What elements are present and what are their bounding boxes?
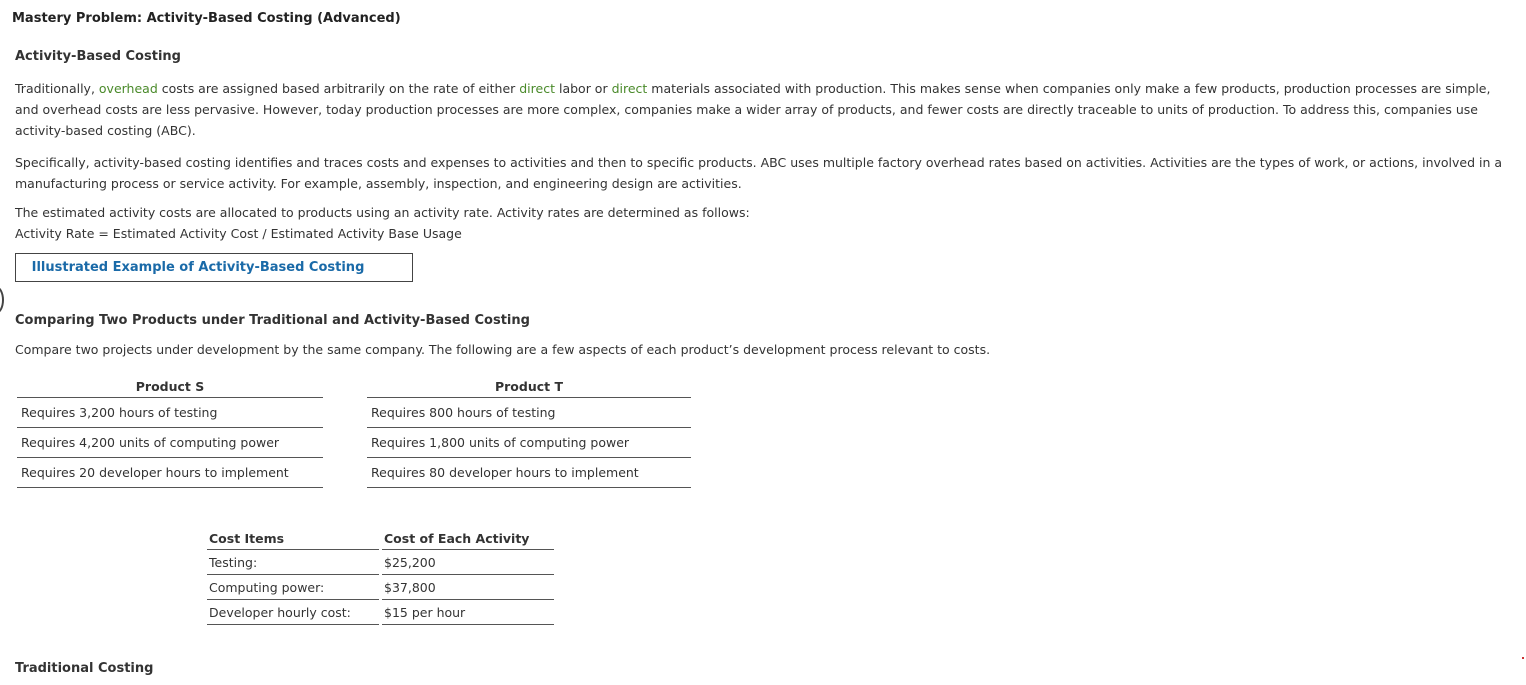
cost-item-value: $15 per hour xyxy=(382,600,554,625)
edge-circle-icon xyxy=(0,286,4,314)
illustrated-example-label: Illustrated Example of Activity-Based Costing xyxy=(31,260,365,275)
corner-dot xyxy=(1522,657,1524,659)
product-t-row: Requires 1,800 units of computing power xyxy=(367,428,691,458)
activity-rate-intro: The estimated activity costs are allocated to products using an activity rate. Activity rates are determined as follows: xyxy=(15,205,750,220)
compare-intro: Compare two projects under development by the same company. The following are a few aspects of each product’s development process relevant to costs. xyxy=(15,342,991,357)
term-direct-materials[interactable]: direct xyxy=(611,81,648,96)
product-s-table xyxy=(17,375,323,488)
term-overhead[interactable]: overhead xyxy=(98,81,158,96)
product-t-table xyxy=(367,375,691,488)
p1-text-4: materials associated with production. This makes sense when companies only make a few products, production processes are simple, and overhead costs are less pervasive. However, today production processes are more complex, companies make a wider array of products, and fewer costs are directly traceable to units of production. To address this, companies use activity-based costing (ABC). xyxy=(15,81,1491,138)
cost-item-name: Developer hourly cost: xyxy=(207,600,379,625)
cost-items-header: Cost Items xyxy=(207,528,379,550)
cost-item-value: $37,800 xyxy=(382,575,554,600)
term-direct-labor[interactable]: direct xyxy=(519,81,555,96)
product-s-header: Product S xyxy=(17,375,323,398)
intro-paragraph xyxy=(15,78,1507,141)
product-t-row: Requires 80 developer hours to implement xyxy=(367,458,691,488)
cost-item-value: $25,200 xyxy=(382,550,554,575)
abc-heading: Activity-Based Costing xyxy=(15,49,181,64)
abc-definition-paragraph: Specifically, activity-based costing identifies and traces costs and expenses to activities and then to specific products. ABC uses multiple factory overhead rates based on activities. Activities are the types of work, or actions, involved in a manufacturing process or service activity. For example, assembly, inspection, and engineering design are activities. xyxy=(15,155,1503,191)
illustrated-example-button[interactable] xyxy=(15,253,413,282)
traditional-costing-heading: Traditional Costing xyxy=(15,661,154,676)
activity-rate-formula: Activity Rate = Estimated Activity Cost / Estimated Activity Base Usage xyxy=(15,226,462,241)
p1-text-2: costs are assigned based arbitrarily on the rate of either xyxy=(157,81,520,96)
p1-text-1: Traditionally, xyxy=(15,81,99,96)
product-s-row: Requires 20 developer hours to implement xyxy=(17,458,323,488)
cost-item-name: Testing: xyxy=(207,550,379,575)
cost-activity-header: Cost of Each Activity xyxy=(382,528,554,550)
product-s-row: Requires 3,200 hours of testing xyxy=(17,398,323,428)
product-t-row: Requires 800 hours of testing xyxy=(367,398,691,428)
cost-item-name: Computing power: xyxy=(207,575,379,600)
page-title: Mastery Problem: Activity-Based Costing (Advanced) xyxy=(12,11,401,26)
compare-heading: Comparing Two Products under Traditional and Activity-Based Costing xyxy=(15,313,530,328)
p1-text-3: labor or xyxy=(555,81,612,96)
product-s-row: Requires 4,200 units of computing power xyxy=(17,428,323,458)
cost-items-table xyxy=(207,528,554,625)
product-t-header: Product T xyxy=(367,375,691,398)
